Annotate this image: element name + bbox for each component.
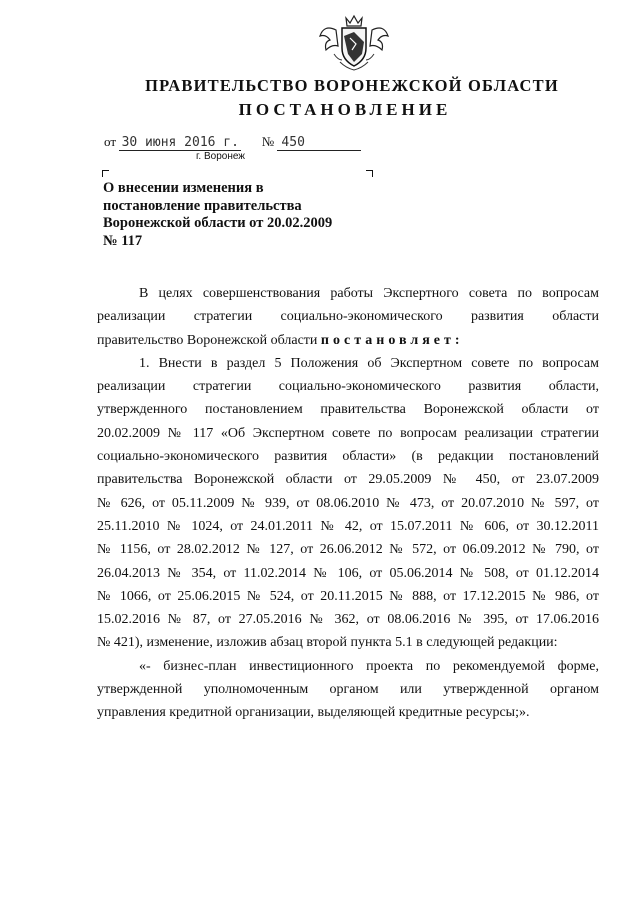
- date-label: от: [104, 134, 117, 149]
- dateline: [104, 134, 361, 151]
- decree-date: 30 июня 2016 г.: [119, 136, 241, 151]
- body-line: В целях совершенствования работы Экспертного совета по вопросам: [139, 286, 599, 301]
- number-label: №: [261, 134, 275, 149]
- document-body: [97, 282, 599, 725]
- decree-number: 450: [277, 136, 361, 151]
- city: г. Воронеж: [196, 151, 245, 162]
- body-line: 26.04.2013 № 354, от 11.02.2014 № 106, от 05.06.2014 № 508, от 01.12.2014: [97, 565, 599, 581]
- subject-line: постановление правительства: [103, 197, 302, 214]
- document-type: ПОСТАНОВЛЕНИЕ: [238, 100, 452, 119]
- body-line: № 626, от 05.11.2009 № 939, от 08.06.2010 № 473, от 20.07.2010 № 597, от: [97, 495, 599, 511]
- body-line: № 1066, от 25.06.2015 № 524, от 20.11.2015 № 888, от 17.12.2015 № 986, от: [97, 588, 599, 604]
- body-line: утвержденной уполномоченным органом или утвержденной органом: [97, 682, 599, 698]
- body-line: 20.02.2009 № 117 «Об Экспертном совете по вопросам реализации стратегии: [97, 425, 599, 441]
- body-line: утвержденного постановлением правительства Воронежской области от: [97, 402, 599, 418]
- body-line: реализации стратегии социально-экономического развития области,: [97, 379, 599, 395]
- body-line: № 421), изменение, изложив абзац второй пункта 5.1 в следующей редакции:: [97, 635, 558, 651]
- body-line: управления кредитной организации, выделяющей кредитные ресурсы;».: [97, 705, 530, 721]
- subject-line: Воронежской области от 20.02.2009: [103, 215, 333, 231]
- body-text: правительство Воронежской области: [97, 332, 318, 348]
- subject-line: № 117: [103, 232, 143, 249]
- body-line: [97, 329, 599, 352]
- body-line: социально-экономического развития области» (в редакции постановлений: [97, 449, 599, 465]
- bracket-corner-left: [102, 170, 109, 177]
- body-line: 1. Внести в раздел 5 Положения об Экспертном совете по вопросам: [139, 355, 599, 371]
- body-line: № 1156, от 28.02.2012 № 127, от 26.06.2012 № 572, от 06.09.2012 № 790, от: [97, 542, 599, 558]
- bracket-corner-right: [366, 170, 373, 177]
- coat-of-arms-icon: [316, 14, 392, 72]
- body-line: правительства Воронежской области от 29.05.2009 № 450, от 23.07.2009: [97, 472, 599, 488]
- body-line: 25.11.2010 № 1024, от 24.01.2011 № 42, от 15.07.2011 № 606, от 30.12.2011: [97, 518, 599, 534]
- subject-line: О внесении изменения в: [103, 180, 264, 196]
- decree-word: постановляет:: [320, 332, 464, 348]
- organization-title: ПРАВИТЕЛЬСТВО ВОРОНЕЖСКОЙ ОБЛАСТИ: [145, 76, 559, 95]
- document-subject: [103, 180, 373, 250]
- body-line: реализации стратегии социально-экономического развития области: [97, 309, 599, 325]
- body-line: «- бизнес-план инвестиционного проекта по рекомендуемой форме,: [139, 658, 599, 674]
- body-line: 15.02.2016 № 87, от 27.05.2016 № 362, от 08.06.2016 № 395, от 17.06.2016: [97, 612, 599, 628]
